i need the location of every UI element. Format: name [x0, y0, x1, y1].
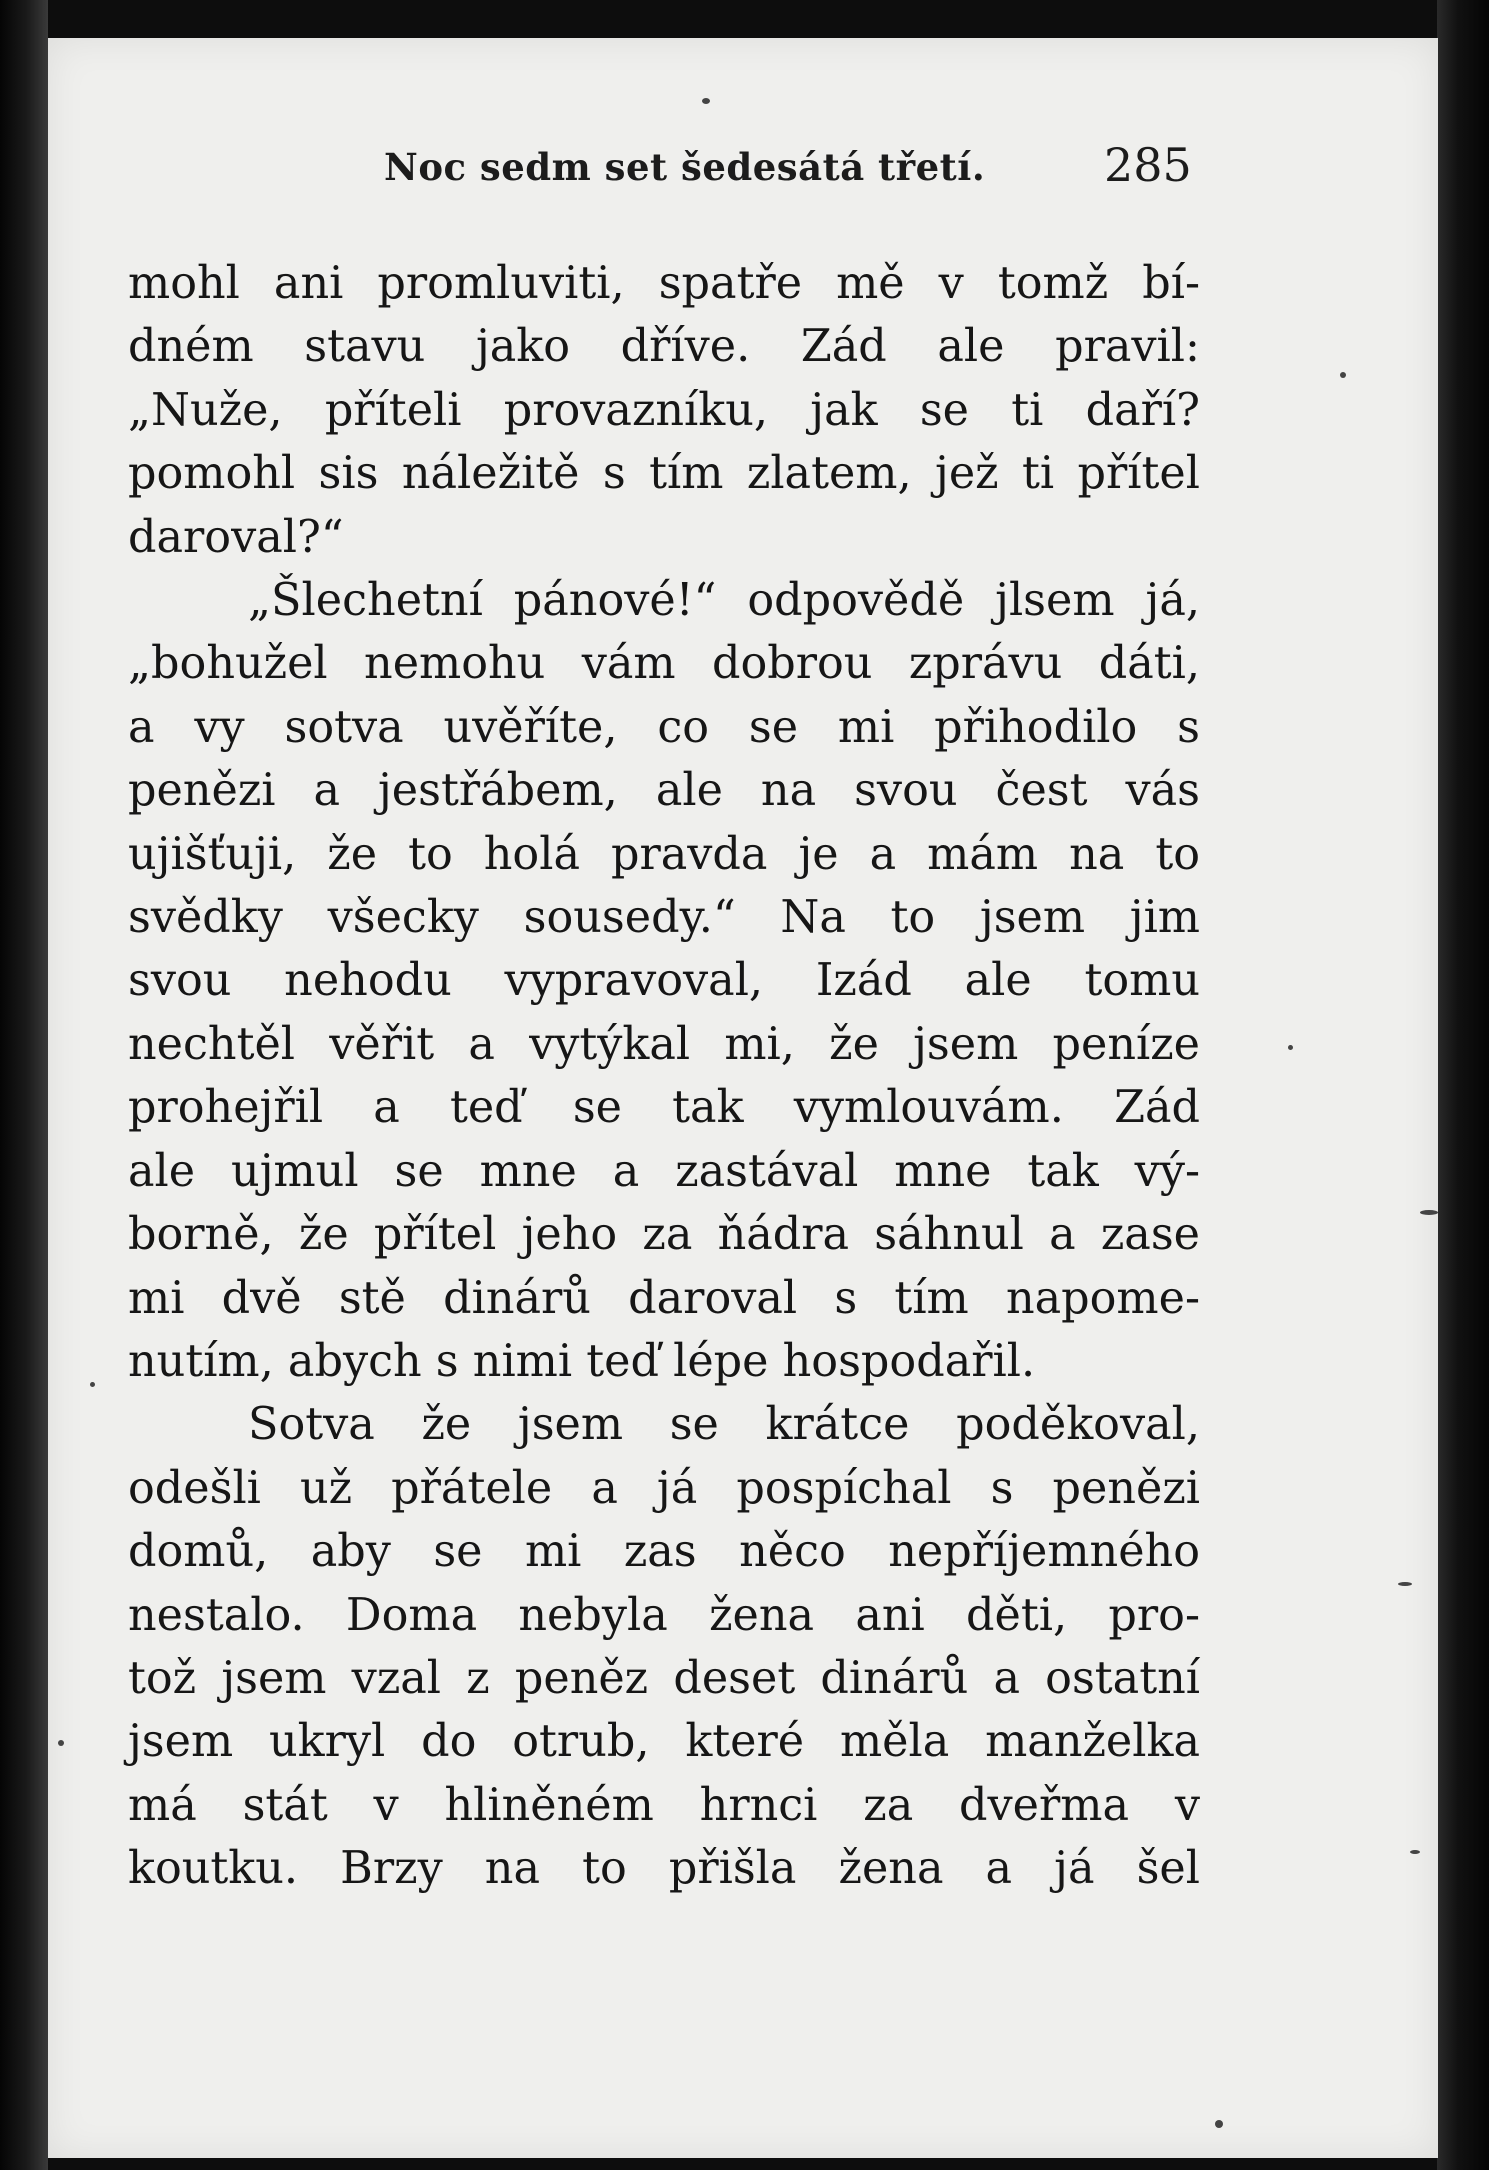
- page-edge-shadow: [1437, 0, 1489, 2170]
- text-line: Sotva že jsem se krátce poděkoval,: [248, 1399, 1200, 1451]
- book-binding-shadow: [0, 0, 48, 2170]
- scan-speck: [1340, 372, 1346, 378]
- text-line: penězi a jestřábem, ale na svou čest vás: [128, 765, 1200, 817]
- text-line: koutku. Brzy na to přišla žena a já šel: [128, 1843, 1200, 1895]
- scan-speck: [1410, 1850, 1420, 1854]
- text-line: „bohužel nemohu vám dobrou zprávu dáti,: [128, 638, 1200, 690]
- text-line: má stát v hliněném hrnci za dveřma v: [128, 1779, 1200, 1831]
- text-line: nutím, abych s nimi teď lépe hospodařil.: [128, 1335, 1036, 1387]
- text-line: mohl ani promluviti, spatře mě v tomž bí-: [128, 258, 1200, 309]
- text-line: tož jsem vzal z peněz deset dinárů a ostatní: [128, 1652, 1200, 1704]
- text-line: domů, aby se mi zas něco nepříjemného: [128, 1526, 1200, 1578]
- text-line: daroval?“: [128, 511, 344, 563]
- text-line: nestalo. Doma nebyla žena ani děti, pro-: [128, 1589, 1200, 1641]
- text-line: ale ujmul se mne a zastával mne tak vý-: [128, 1145, 1200, 1197]
- scan-speck: [58, 1740, 64, 1746]
- scan-speck: [1398, 1582, 1412, 1586]
- text-line: ujišťuji, že to holá pravda je a mám na to: [128, 828, 1200, 880]
- text-line: borně, že přítel jeho za ňádra sáhnul a zase: [128, 1209, 1200, 1261]
- text-line: jsem ukryl do otrub, které měla manželka: [128, 1716, 1200, 1768]
- text-line: „Nuže, příteli provazníku, jak se ti daří?: [128, 384, 1200, 436]
- scan-speck: [702, 98, 710, 104]
- text-line: dném stavu jako dříve. Zád ale pravil:: [128, 321, 1200, 373]
- body-text: [128, 252, 1200, 1901]
- scan-speck: [1215, 2120, 1223, 2128]
- text-line: prohejřil a teď se tak vymlouvám. Zád: [128, 1082, 1200, 1134]
- text-line: „Šlechetní pánové!“ odpovědě jlsem já,: [248, 575, 1200, 627]
- text-line: mi dvě stě dinárů daroval s tím napome-: [128, 1272, 1200, 1324]
- scan-speck: [90, 1382, 95, 1387]
- scan-speck: [1288, 1045, 1293, 1050]
- text-line: svou nehodu vypravoval, Izád ale tomu: [128, 955, 1200, 1007]
- text-line: nechtěl věřit a vytýkal mi, že jsem peníze: [128, 1018, 1200, 1070]
- text-line: svědky všecky sousedy.“ Na to jsem jim: [128, 892, 1200, 944]
- scan-speck: [1420, 1210, 1438, 1215]
- text-line: odešli už přátele a já pospíchal s penězi: [128, 1462, 1200, 1514]
- text-line: pomohl sis náležitě s tím zlatem, jež ti přítel: [128, 448, 1200, 500]
- running-head: Noc sedm set šedesátá třetí.: [384, 145, 986, 189]
- text-line: a vy sotva uvěříte, co se mi přihodilo s: [128, 701, 1200, 753]
- page-number: 285: [1104, 138, 1192, 192]
